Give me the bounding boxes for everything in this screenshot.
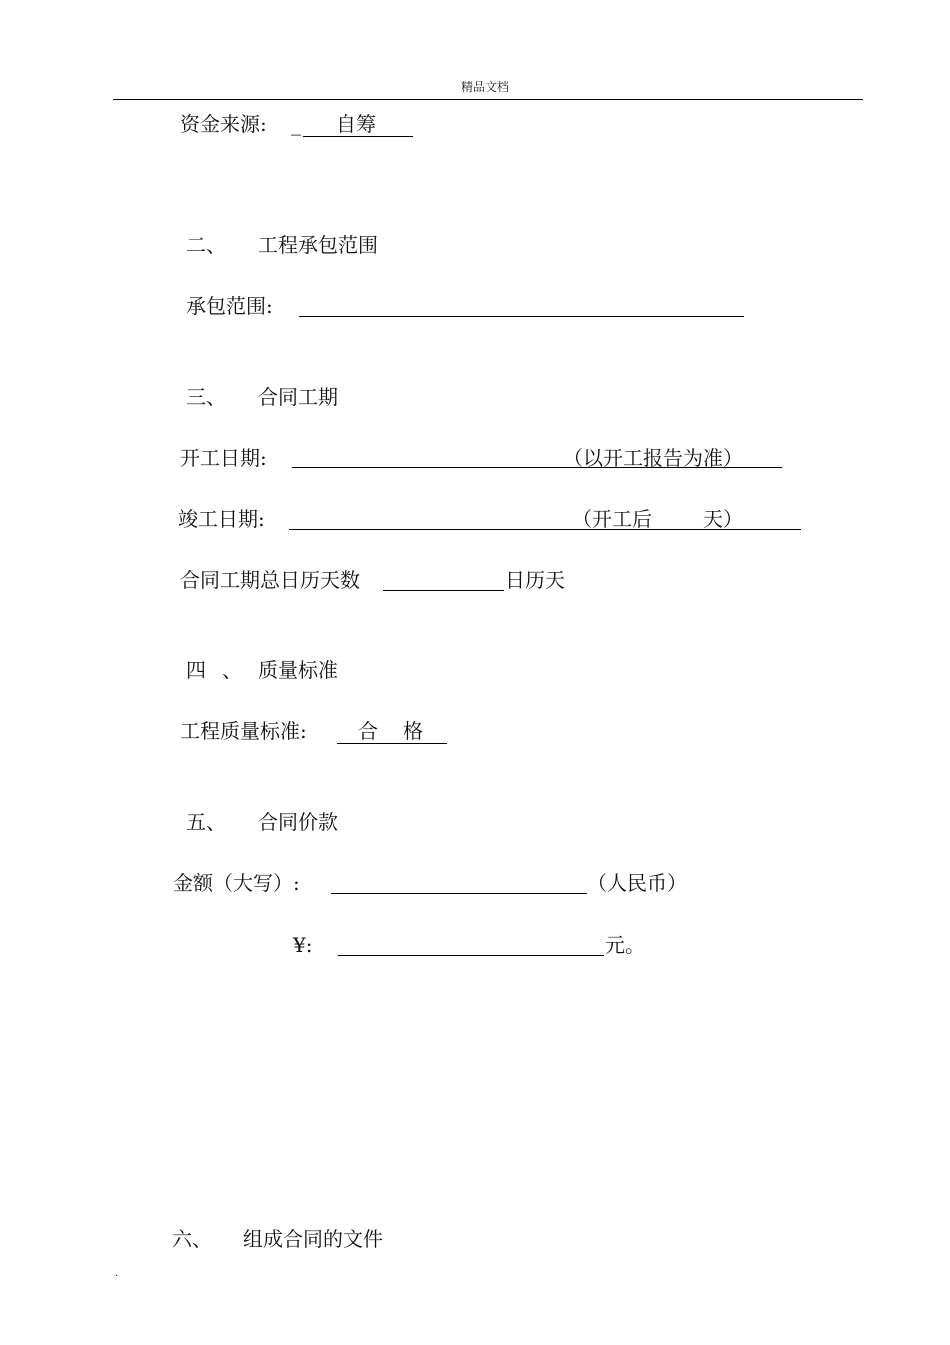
funding-value: 自筹 (336, 112, 376, 136)
header-rule (113, 99, 863, 100)
funding-field (303, 112, 413, 137)
section3-number: 三、 (186, 385, 226, 409)
section5-title: 合同价款 (258, 810, 338, 834)
funding-label: 资金来源: (180, 112, 267, 136)
section5-number: 五、 (186, 810, 226, 834)
section2-number: 二、 (186, 233, 226, 257)
yen-label: ¥: (293, 933, 313, 957)
end-date-label: 竣工日期: (178, 507, 265, 531)
header-title: 精品文档 (461, 80, 510, 94)
scope-blank (299, 316, 744, 317)
end-date-note-end: 天） (703, 507, 743, 531)
total-days-unit: 日历天 (505, 568, 565, 592)
section4-separator: 、 (222, 658, 242, 682)
section4-number: 四 (186, 658, 206, 682)
yen-blank (338, 955, 604, 956)
footer-mark: . (115, 1268, 119, 1279)
end-date-note-start: （开工后 (572, 507, 652, 531)
amount-label: 金额（大写）: (173, 871, 300, 895)
section2-title: 工程承包范围 (258, 233, 378, 257)
total-days-label: 合同工期总日历天数 (180, 568, 360, 592)
scope-label: 承包范围: (186, 294, 273, 318)
section3-title: 合同工期 (258, 385, 338, 409)
start-date-label: 开工日期: (180, 446, 267, 470)
quality-value-1: 合 (358, 719, 378, 743)
total-days-blank (383, 590, 504, 591)
section4-title: 质量标准 (258, 658, 338, 682)
amount-blank (331, 893, 587, 894)
start-date-note: （以开工报告为准） (563, 446, 743, 470)
section6-title: 组成合同的文件 (243, 1227, 383, 1251)
section6-number: 六、 (172, 1227, 212, 1251)
funding-prefix: _ (291, 112, 301, 136)
amount-unit: （人民币） (587, 871, 687, 895)
quality-field (337, 719, 447, 744)
quality-label: 工程质量标准: (180, 719, 307, 743)
quality-value-2: 格 (403, 719, 423, 743)
yen-unit: 元。 (605, 933, 645, 957)
